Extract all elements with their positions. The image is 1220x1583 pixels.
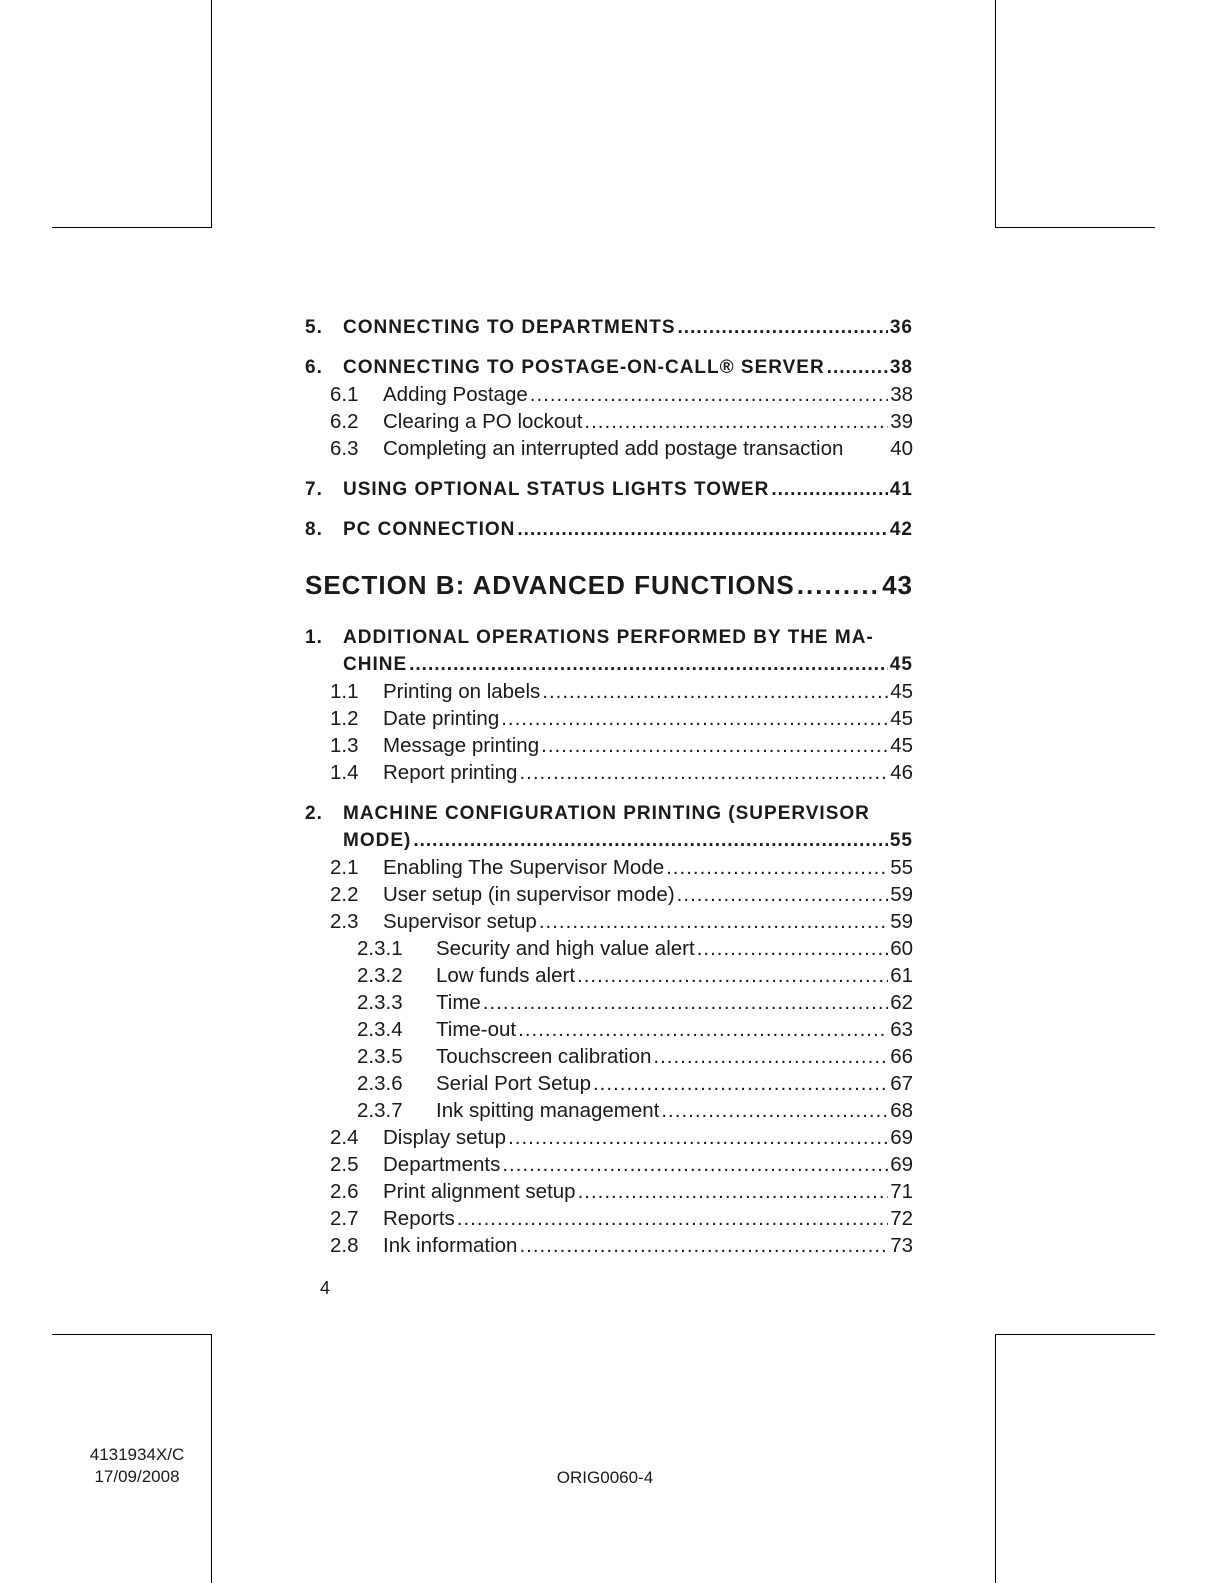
toc-entry-label: Serial Port Setup	[436, 1072, 591, 1095]
toc-entry-number: 1.4	[330, 761, 359, 784]
dot-leader	[539, 908, 888, 935]
dot-leader	[502, 1151, 888, 1178]
toc-entry-number: 2.3.4	[357, 1018, 403, 1041]
dot-leader	[508, 1124, 888, 1151]
toc-entry-page: 40	[890, 437, 913, 460]
toc-entry[interactable]	[305, 705, 913, 732]
toc-entry-number: 6.	[305, 357, 323, 378]
toc-entry-page: 73	[890, 1234, 913, 1257]
dot-leader	[697, 935, 889, 962]
toc-entry-page: 63	[890, 1018, 913, 1041]
toc-entry-label: Supervisor setup	[383, 910, 537, 933]
toc-entry-label: Low funds alert	[436, 964, 576, 987]
toc-section-heading[interactable]	[305, 566, 913, 604]
toc-entry-number: 2.8	[330, 1234, 359, 1257]
toc-entry-page: 38	[889, 357, 913, 378]
crop-mark-bottom-right-vertical	[995, 1334, 996, 1583]
dot-leader	[519, 759, 888, 786]
toc-entry[interactable]	[305, 1016, 913, 1043]
toc-entry-number: 2.3	[330, 910, 359, 933]
origin-code: ORIG0060-4	[556, 1468, 654, 1487]
toc-entry-label: Reports	[383, 1207, 455, 1230]
toc-entry-number: 6.2	[330, 410, 359, 433]
toc-entry[interactable]	[305, 989, 913, 1016]
dot-leader	[530, 381, 888, 408]
toc-entry[interactable]	[305, 732, 913, 759]
dot-leader	[519, 1232, 888, 1259]
dot-leader	[797, 566, 880, 604]
toc-entry-page: 41	[889, 479, 913, 500]
dot-leader	[413, 827, 888, 854]
toc-entry-number: 2.2	[330, 883, 359, 906]
toc-entry-label: Adding Postage	[383, 383, 528, 406]
toc-entry-label: Clearing a PO lockout	[383, 410, 583, 433]
toc-entry-label: Enabling The Supervisor Mode	[383, 856, 665, 879]
toc-entry-number: 6.3	[330, 437, 359, 460]
toc-entry[interactable]	[305, 354, 913, 381]
dot-leader	[542, 678, 888, 705]
dot-leader	[578, 1178, 889, 1205]
toc-entry-page: 67	[890, 1072, 913, 1095]
toc-entry[interactable]	[305, 962, 913, 989]
toc-entry-page: 42	[889, 519, 913, 540]
toc-entry-page: 55	[890, 856, 913, 879]
toc-entry[interactable]	[305, 1097, 913, 1124]
toc-entry[interactable]	[305, 1151, 913, 1178]
toc-entry-page: 45	[889, 654, 913, 675]
toc-entry[interactable]	[305, 408, 913, 435]
toc-entry-label: Time-out	[436, 1018, 517, 1041]
toc-entry-label: Time	[436, 991, 481, 1014]
dot-leader	[518, 1016, 888, 1043]
crop-mark-top-right-horizontal	[995, 227, 1155, 228]
toc-entry-page: 59	[890, 910, 913, 933]
toc-entry[interactable]	[305, 1232, 913, 1259]
toc-entry[interactable]	[305, 908, 913, 935]
toc-entry[interactable]	[305, 1124, 913, 1151]
toc-entry[interactable]	[305, 1043, 913, 1070]
toc-entry-page: 61	[890, 964, 913, 987]
dot-leader	[409, 651, 888, 678]
toc-entry[interactable]	[305, 759, 913, 786]
table-of-contents	[305, 314, 913, 1259]
toc-entry-page: 38	[890, 383, 913, 406]
document-reference: 4131934X/C	[89, 1445, 185, 1464]
toc-entry-label: USING OPTIONAL STATUS LIGHTS TOWER	[343, 479, 770, 500]
toc-entry-label: MACHINE CONFIGURATION PRINTING (SUPERVISOR	[343, 803, 870, 824]
toc-entry-number: 2.	[305, 803, 323, 824]
toc-entry-page: 45	[890, 707, 913, 730]
toc-entry-label: Date printing	[383, 707, 500, 730]
toc-entry-number: 1.3	[330, 734, 359, 757]
dot-leader	[666, 854, 888, 881]
toc-entry-label: Security and high value alert	[436, 937, 695, 960]
toc-entry-label: Ink spitting management	[436, 1099, 660, 1122]
toc-section-label: SECTION B: ADVANCED FUNCTIONS	[305, 570, 795, 600]
toc-entry-number: 7.	[305, 479, 323, 500]
dot-leader	[483, 989, 888, 1016]
toc-entry-line2[interactable]	[305, 651, 913, 678]
dot-leader	[677, 881, 889, 908]
toc-entry-label: Completing an interrupted add postage transaction	[383, 437, 844, 460]
toc-entry-number: 1.2	[330, 707, 359, 730]
toc-entry-page: 46	[890, 761, 913, 784]
toc-entry[interactable]	[305, 881, 913, 908]
toc-entry-number: 2.4	[330, 1126, 359, 1149]
toc-entry-page: 69	[890, 1126, 913, 1149]
toc-entry-page: 39	[890, 410, 913, 433]
dot-leader	[771, 476, 888, 503]
dot-leader	[501, 705, 888, 732]
toc-entry-label: MODE)	[343, 830, 412, 851]
toc-entry-page: 36	[889, 317, 913, 338]
toc-entry-line2[interactable]	[305, 827, 913, 854]
toc-entry[interactable]	[305, 1205, 913, 1232]
document-date: 17/09/2008	[94, 1467, 180, 1486]
toc-entry-number: 1.1	[330, 680, 359, 703]
crop-mark-bottom-right-horizontal	[995, 1334, 1155, 1335]
toc-entry-label: PC CONNECTION	[343, 519, 516, 540]
dot-leader	[653, 1043, 888, 1070]
toc-entry-number: 1.	[305, 627, 323, 648]
toc-entry-label: CONNECTING TO POSTAGE-ON-CALL® SERVER	[343, 357, 825, 378]
document-code	[60, 1444, 214, 1488]
dot-leader	[827, 354, 888, 381]
dot-leader	[517, 516, 887, 543]
toc-entry-page: 71	[890, 1180, 913, 1203]
toc-entry-number: 2.5	[330, 1153, 359, 1176]
toc-entry-label: Display setup	[383, 1126, 507, 1149]
toc-entry-page: 62	[890, 991, 913, 1014]
toc-entry-line1[interactable]	[305, 801, 913, 827]
toc-entry-label: Printing on labels	[383, 680, 541, 703]
crop-mark-top-left-vertical	[211, 0, 212, 228]
toc-entry-page: 69	[890, 1153, 913, 1176]
toc-entry-label: CONNECTING TO DEPARTMENTS	[343, 317, 676, 338]
toc-entry-number: 2.1	[330, 856, 359, 879]
toc-entry-number: 2.3.7	[357, 1099, 403, 1122]
toc-entry-page: 55	[889, 830, 913, 851]
toc-entry[interactable]	[305, 935, 913, 962]
toc-entry-label: Message printing	[383, 734, 540, 757]
toc-entry-number: 2.3.1	[357, 937, 403, 960]
toc-entry-number: 2.3.2	[357, 964, 403, 987]
toc-entry-label: Touchscreen calibration	[436, 1045, 652, 1068]
toc-entry-page: 59	[890, 883, 913, 906]
toc-entry[interactable]	[305, 1178, 913, 1205]
toc-entry-label: User setup (in supervisor mode)	[383, 883, 675, 906]
toc-entry-page: 72	[890, 1207, 913, 1230]
toc-entry-page: 68	[890, 1099, 913, 1122]
dot-leader	[457, 1205, 888, 1232]
dot-leader	[541, 732, 888, 759]
crop-mark-bottom-left-horizontal	[52, 1334, 212, 1335]
toc-entry-number: 2.3.6	[357, 1072, 403, 1095]
toc-entry-number: 2.3.3	[357, 991, 403, 1014]
toc-entry-page: 60	[890, 937, 913, 960]
toc-entry-number: 5.	[305, 317, 323, 338]
dot-leader	[577, 962, 888, 989]
dot-leader	[584, 408, 888, 435]
toc-entry[interactable]	[305, 678, 913, 705]
dot-leader	[661, 1097, 888, 1124]
toc-entry-number: 6.1	[330, 383, 359, 406]
toc-entry-page: 66	[890, 1045, 913, 1068]
toc-entry-label: CHINE	[343, 654, 408, 675]
toc-entry-number: 8.	[305, 519, 323, 540]
toc-entry-number: 2.3.5	[357, 1045, 403, 1068]
toc-entry-page: 45	[890, 680, 913, 703]
dot-leader	[678, 314, 888, 341]
page-number: 4	[320, 1278, 331, 1298]
toc-entry[interactable]	[305, 314, 913, 341]
toc-entry[interactable]	[305, 381, 913, 408]
toc-entry-number: 2.6	[330, 1180, 359, 1203]
toc-section-page: 43	[882, 570, 913, 600]
toc-entry[interactable]	[305, 516, 913, 543]
toc-entry-label: Departments	[383, 1153, 501, 1176]
toc-entry[interactable]	[305, 435, 913, 462]
toc-entry-label: Print alignment setup	[383, 1180, 576, 1203]
toc-entry[interactable]	[305, 854, 913, 881]
toc-entry[interactable]	[305, 476, 913, 503]
toc-entry-label: Ink information	[383, 1234, 518, 1257]
crop-mark-top-left-horizontal	[52, 227, 212, 228]
crop-mark-top-right-vertical	[995, 0, 996, 228]
toc-entry-page: 45	[890, 734, 913, 757]
toc-entry-label: ADDITIONAL OPERATIONS PERFORMED BY THE MA-	[343, 627, 874, 648]
toc-entry-number: 2.7	[330, 1207, 359, 1230]
dot-leader	[593, 1070, 888, 1097]
toc-entry[interactable]	[305, 1070, 913, 1097]
toc-entry-label: Report printing	[383, 761, 518, 784]
toc-entry-line1[interactable]	[305, 625, 913, 651]
